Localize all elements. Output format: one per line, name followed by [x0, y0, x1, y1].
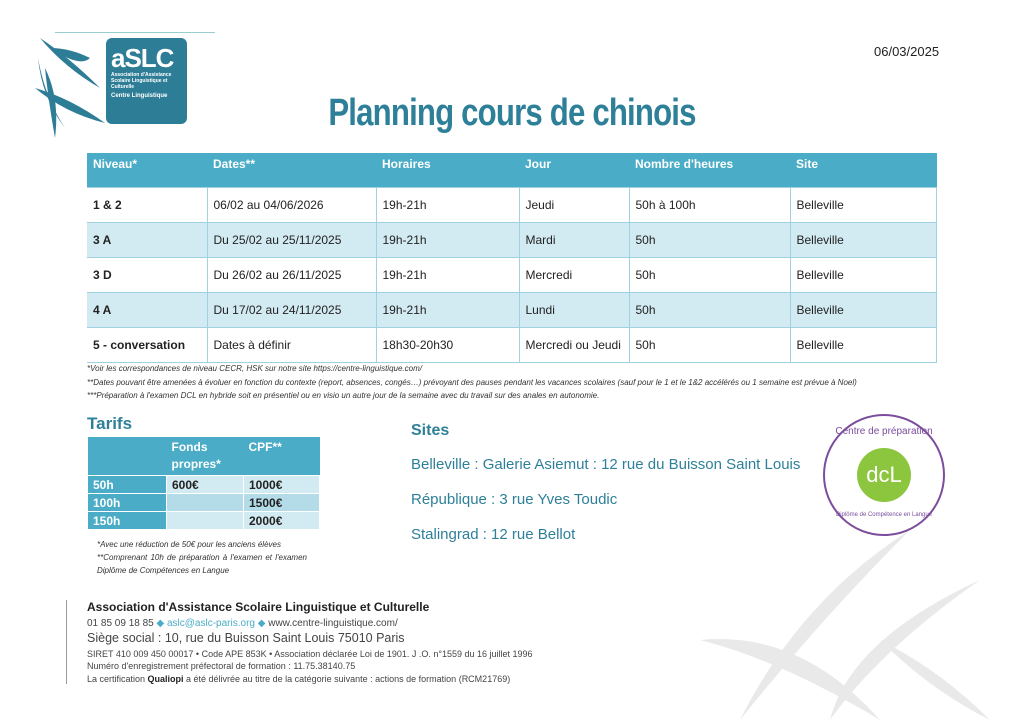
- tarif-cell: [167, 512, 244, 530]
- header-dates: Dates**: [207, 153, 376, 187]
- table-cell: Mardi: [519, 222, 629, 257]
- table-row: [87, 292, 937, 327]
- tarif-cell: 600€: [167, 476, 244, 494]
- table-cell: Du 17/02 au 24/11/2025: [207, 292, 376, 327]
- tarif-cell: 1000€: [244, 476, 320, 494]
- table-cell: 18h30-20h30: [376, 327, 519, 362]
- sites-title: Sites: [411, 422, 450, 439]
- note-2: **Dates pouvant être amenées à évoluer en fonction du contexte (report, absences, congés…) prévoyant des pauses pendant les vacances scolaires (sauf pour le 1 et le 1&2 accélérés ou 1 semaine est prévue à Noel): [87, 377, 857, 387]
- tarif-cell: 2000€: [244, 512, 320, 530]
- tarif-cell: 100h: [88, 494, 167, 512]
- tarifs-table: [87, 437, 320, 530]
- footer-qualiopi-pre: La certification: [87, 674, 148, 684]
- footer-qualiopi: Qualiopi: [147, 674, 184, 684]
- table-cell: Mercredi: [519, 257, 629, 292]
- header-horaires: Horaires: [376, 153, 519, 187]
- table-cell: Mercredi ou Jeudi: [519, 327, 629, 362]
- tarifs-title: Tarifs: [87, 414, 133, 433]
- header-niveau: Niveau*: [87, 153, 207, 187]
- table-cell: Lundi: [519, 292, 629, 327]
- tarif-row: [88, 494, 320, 512]
- table-cell: Jeudi: [519, 187, 629, 222]
- footer-phone: 01 85 09 18 85: [87, 618, 154, 629]
- document-date: 06/03/2025: [874, 44, 940, 59]
- site-stalingrad: Stalingrad : 12 rue Bellot: [411, 526, 576, 543]
- tarif-cell: 1500€: [244, 494, 320, 512]
- table-cell: 1 & 2: [87, 187, 207, 222]
- dcl-bottom-text: Diplôme de Compétence en Langue: [835, 512, 933, 518]
- table-cell: 19h-21h: [376, 187, 519, 222]
- table-row: [87, 327, 937, 362]
- dcl-top-text: Centre de préparation: [835, 426, 933, 437]
- logo-name: aSLC: [111, 43, 174, 73]
- table-cell: 3 A: [87, 222, 207, 257]
- tarif-row: [88, 512, 320, 530]
- tarif-cell: 150h: [88, 512, 167, 530]
- tarif-cell: [167, 494, 244, 512]
- table-row: [87, 257, 937, 292]
- dcl-logo: dcL: [857, 448, 911, 502]
- table-cell: 19h-21h: [376, 257, 519, 292]
- table-cell: Belleville: [790, 327, 937, 362]
- footer-numero: Numéro d'enregistrement préfectoral de formation : 11.75.38140.75: [87, 661, 356, 671]
- table-header-row: [87, 153, 937, 187]
- table-row: [87, 187, 937, 222]
- tarif-header-fonds: Fonds propres*: [167, 437, 244, 476]
- site-republique: République : 3 rue Yves Toudic: [411, 491, 618, 508]
- table-cell: 4 A: [87, 292, 207, 327]
- footer-org: Association d'Assistance Scolaire Linguistique et Culturelle: [87, 600, 430, 614]
- tarif-cell: 50h: [88, 476, 167, 494]
- table-cell: 19h-21h: [376, 292, 519, 327]
- site-link[interactable]: https://centre-linguistique.com/: [313, 364, 422, 373]
- footnotes: [87, 362, 857, 403]
- logo-tagline: Centre Linguistique: [111, 93, 168, 99]
- footer-siege: Siège social : 10, rue du Buisson Saint Louis 75010 Paris: [87, 631, 405, 645]
- header-heures: Nombre d'heures: [629, 153, 790, 187]
- table-cell: Dates à définir: [207, 327, 376, 362]
- table-cell: 5 - conversation: [87, 327, 207, 362]
- table-cell: Belleville: [790, 292, 937, 327]
- planning-table: [87, 153, 937, 363]
- table-cell: Du 25/02 au 25/11/2025: [207, 222, 376, 257]
- bamboo-watermark-icon: [680, 520, 1000, 724]
- tarif-notes: [97, 538, 307, 577]
- table-cell: 50h: [629, 292, 790, 327]
- page-title: Planning cours de chinois: [328, 92, 696, 134]
- footer-siret: SIRET 410 009 450 00017 • Code APE 853K • Association déclarée Loi de 1901. J .O. n°1559 du 16 juillet 1996: [87, 649, 533, 659]
- header-jour: Jour: [519, 153, 629, 187]
- site-belleville: Belleville : Galerie Asiemut : 12 rue du Buisson Saint Louis: [411, 456, 801, 473]
- table-cell: 19h-21h: [376, 222, 519, 257]
- table-row: [87, 222, 937, 257]
- tarif-note-1: *Avec une réduction de 50€ pour les anciens élèves: [97, 540, 281, 549]
- table-cell: Belleville: [790, 257, 937, 292]
- footer-web[interactable]: www.centre-linguistique.com/: [268, 618, 398, 629]
- dcl-badge: [823, 414, 945, 536]
- table-cell: 50h: [629, 222, 790, 257]
- table-cell: Du 26/02 au 26/11/2025: [207, 257, 376, 292]
- table-cell: Belleville: [790, 222, 937, 257]
- footer: Association d'Assistance Scolaire Linguistique et Culturelle 01 85 09 18 85 ◆ aslc@aslc-paris.org ◆ www.centre-linguistique.com/ Siège social : 10, rue du Buisson Saint Louis 75010 Paris SIRET 410 009 450 00017 • Code APE 853K • Association déclarée Loi de 1901. J .O. n°1559 du 16 juillet 1996 Numéro d'enregistrement préfectoral de formation : 11.75.38140.75 La certification Qualiopi a été délivrée au titre de la catégorie suivante : actions de formation (RCM21769): [66, 600, 533, 684]
- table-cell: 50h: [629, 327, 790, 362]
- table-cell: 50h à 100h: [629, 187, 790, 222]
- table-cell: 50h: [629, 257, 790, 292]
- tarif-header-cpf: CPF**: [244, 437, 320, 476]
- note-1: *Voir les correspondances de niveau CECR, HSK sur notre site: [87, 364, 314, 373]
- tarif-row: [88, 476, 320, 494]
- table-cell: Belleville: [790, 187, 937, 222]
- table-cell: 06/02 au 04/06/2026: [207, 187, 376, 222]
- tarif-header-empty: [88, 437, 167, 476]
- table-cell: 3 D: [87, 257, 207, 292]
- footer-email[interactable]: aslc@aslc-paris.org: [167, 618, 255, 629]
- logo-subtitle: Association d'Assistance Scolaire Linguistique et Culturelle: [111, 72, 172, 90]
- footer-qualiopi-post: a été délivrée au titre de la catégorie suivante : actions de formation (RCM21769): [183, 674, 511, 684]
- header-site: Site: [790, 153, 937, 187]
- tarif-note-2: **Comprenant 10h de préparation à l'examen et l'examen Diplôme de Compétences en Langue: [97, 553, 307, 575]
- note-3: ***Préparation à l'examen DCL en hybride soit en présentiel ou en visio un autre jour de la semaine avec du travail sur des anales en autonomie.: [87, 391, 600, 400]
